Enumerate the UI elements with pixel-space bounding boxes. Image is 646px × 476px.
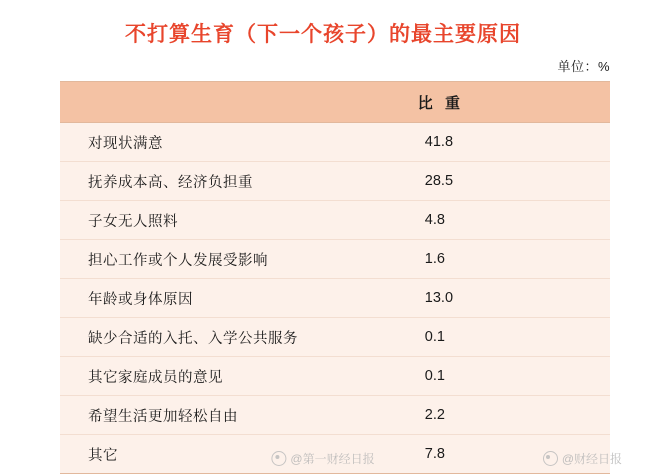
row-category: 子女无人照料	[60, 201, 340, 240]
table-body	[60, 123, 610, 474]
data-table	[60, 82, 610, 473]
table-row	[60, 123, 610, 162]
watermark-bar	[0, 450, 646, 472]
column-header-category	[60, 82, 340, 123]
row-value: 2.2	[340, 396, 610, 435]
row-category: 担心工作或个人发展受影响	[60, 240, 340, 279]
watermark-caijing	[543, 450, 622, 467]
row-category: 抚养成本高、经济负担重	[60, 162, 340, 201]
table-row	[60, 318, 610, 357]
table-row	[60, 162, 610, 201]
unit-note: 单位：%	[557, 59, 610, 74]
table-header	[60, 82, 610, 123]
table-row	[60, 201, 610, 240]
row-value: 7.8	[340, 435, 610, 474]
table-row	[60, 396, 610, 435]
row-value: 28.5	[340, 162, 610, 201]
row-category: 其它	[60, 435, 340, 474]
row-value: 0.1	[340, 318, 610, 357]
data-table-container	[60, 81, 610, 474]
row-category: 其它家庭成员的意见	[60, 357, 340, 396]
row-category: 希望生活更加轻松自由	[60, 396, 340, 435]
row-value: 13.0	[340, 279, 610, 318]
row-value: 4.8	[340, 201, 610, 240]
row-value: 0.1	[340, 357, 610, 396]
page-title: 不打算生育（下一个孩子）的最主要原因	[125, 23, 521, 46]
weibo-eye-icon	[543, 451, 558, 466]
table-header-row	[60, 82, 610, 123]
watermark-caijing-label: @财经日报	[561, 452, 622, 466]
column-header-share: 比 重	[340, 82, 610, 123]
row-value: 41.8	[340, 123, 610, 162]
row-category: 年龄或身体原因	[60, 279, 340, 318]
table-row	[60, 240, 610, 279]
weibo-eye-icon	[271, 451, 286, 466]
watermark-yicai	[271, 450, 374, 467]
row-value: 1.6	[340, 240, 610, 279]
watermark-yicai-label: @第一财经日报	[290, 452, 375, 466]
table-row	[60, 279, 610, 318]
table-row	[60, 357, 610, 396]
row-category: 对现状满意	[60, 123, 340, 162]
row-category: 缺少合适的入托、入学公共服务	[60, 318, 340, 357]
